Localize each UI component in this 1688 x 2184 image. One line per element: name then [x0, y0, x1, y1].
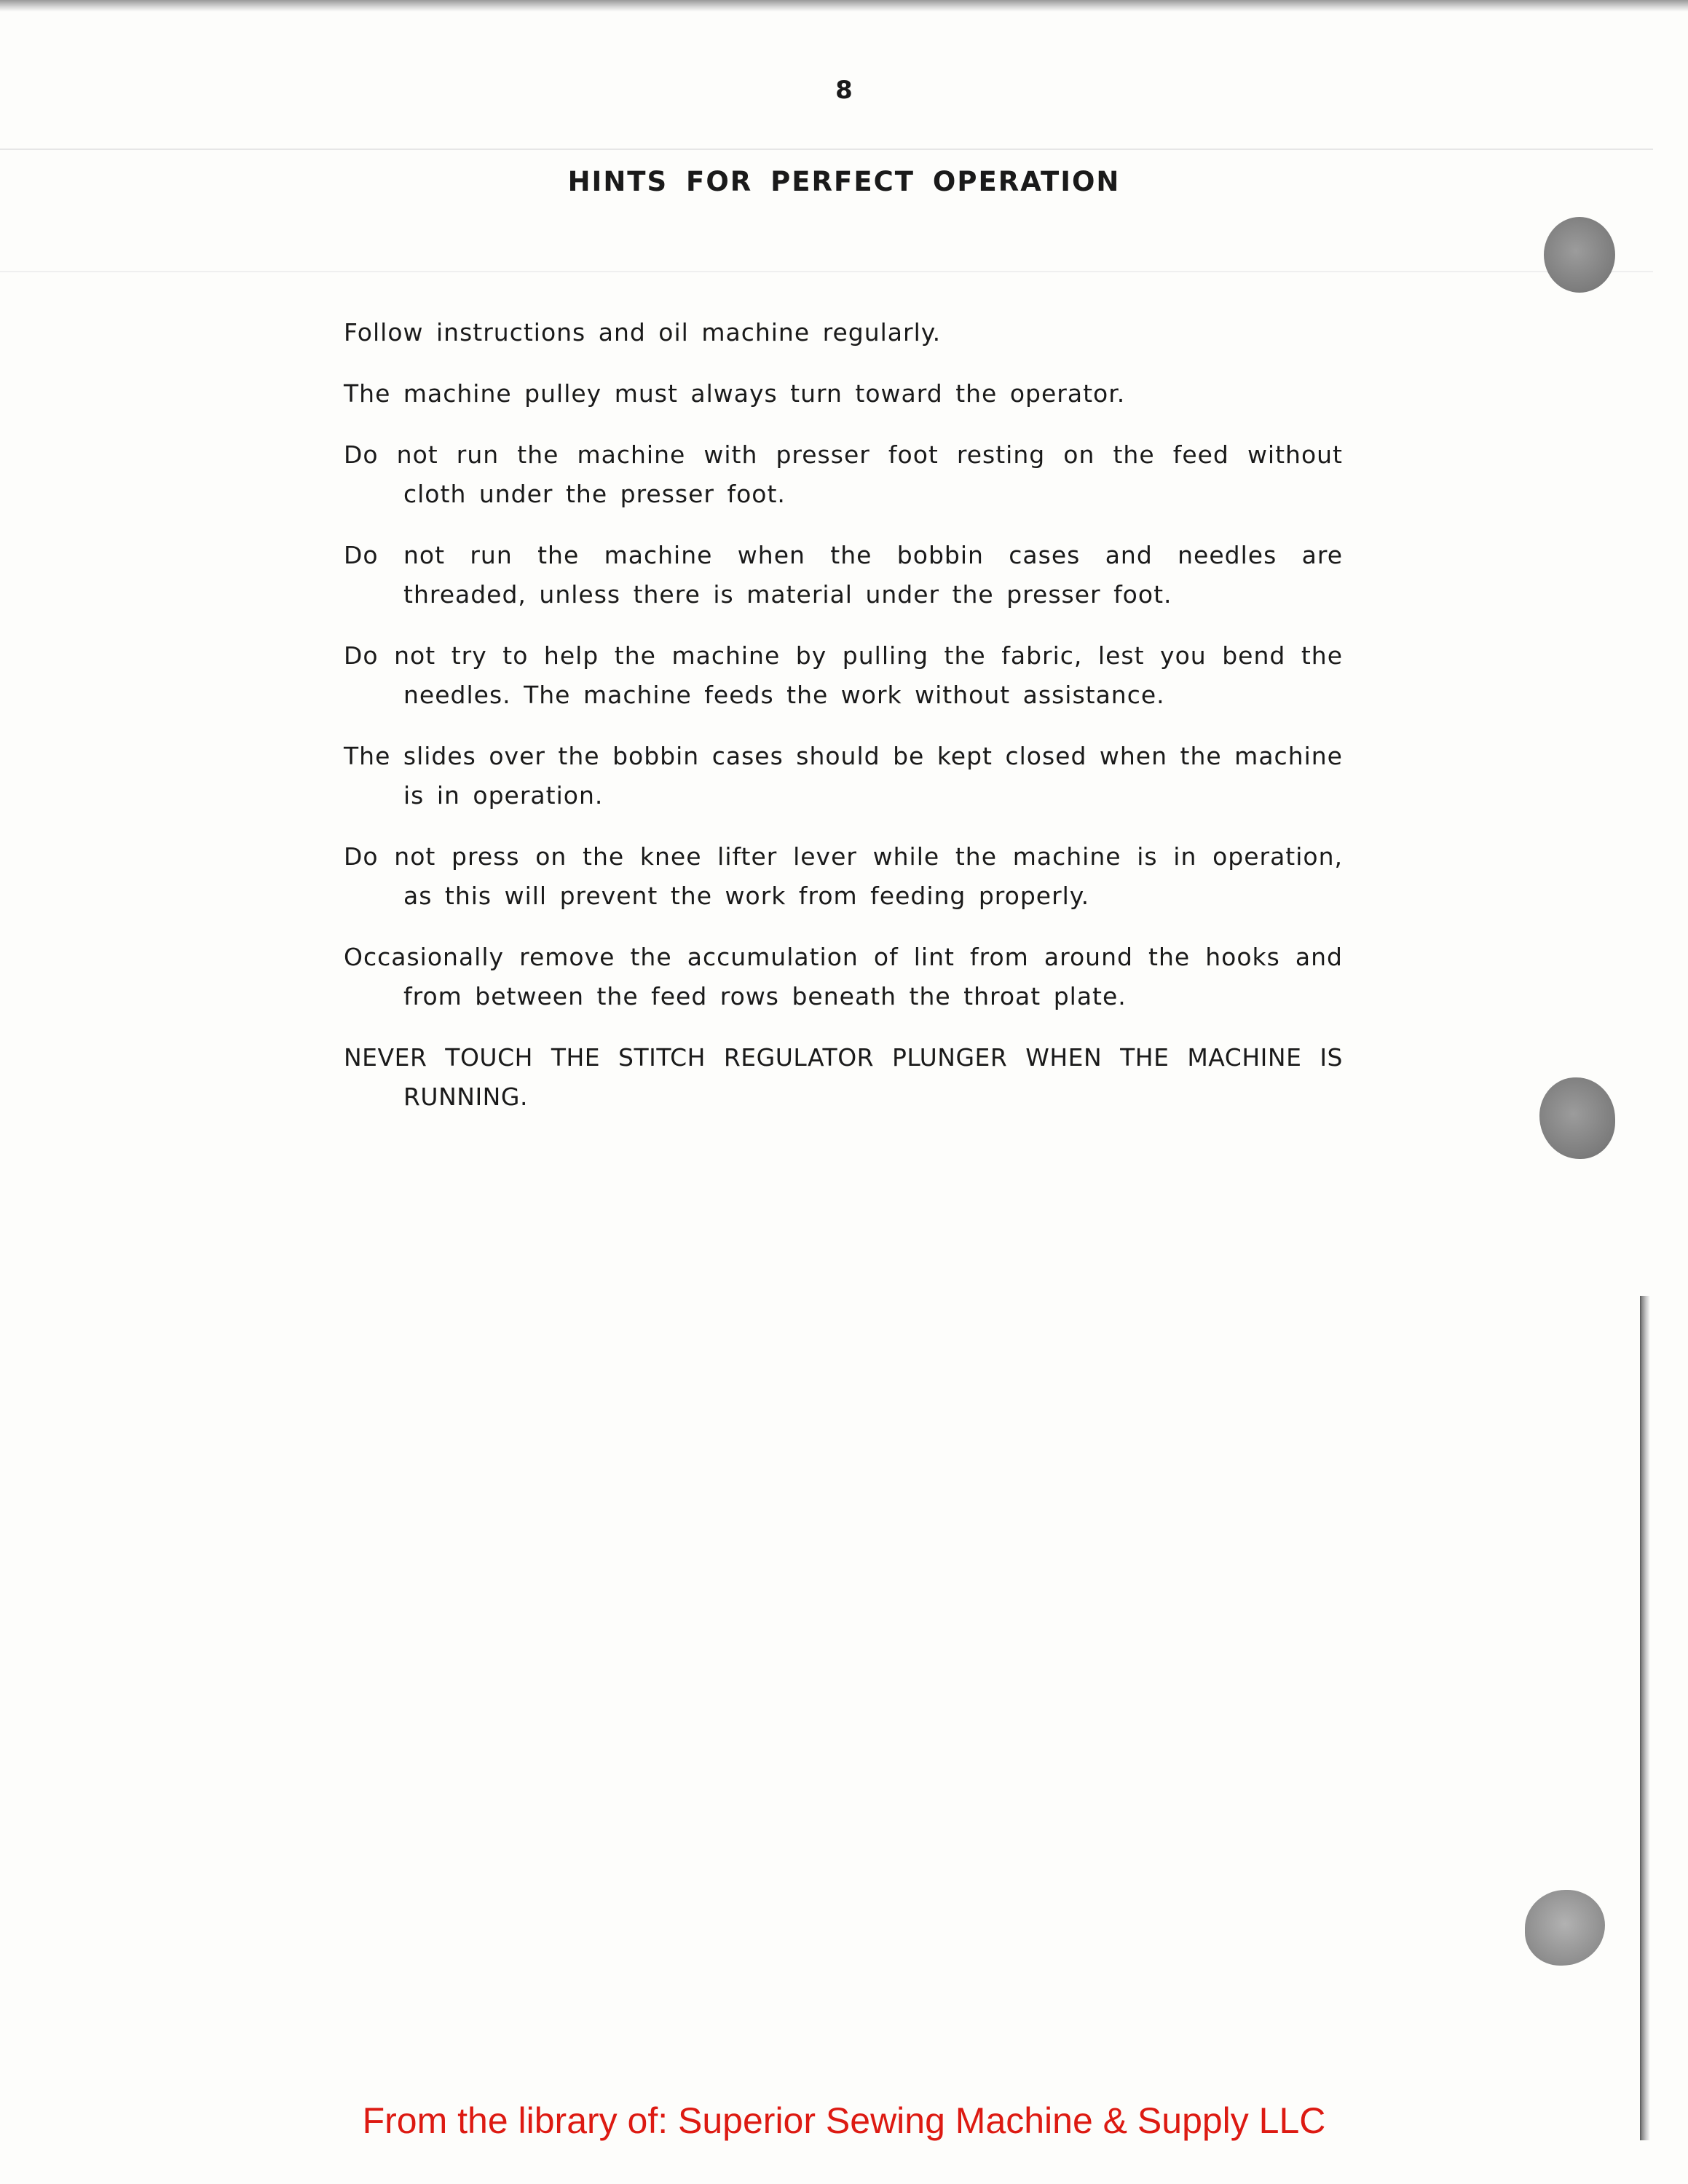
scan-faint-rule — [0, 149, 1653, 150]
hint-item: Do not press on the knee lifter lever while the machine is in operation, as this will prevent the work from feeding properly. — [344, 842, 1343, 910]
scan-top-edge — [0, 0, 1688, 12]
hint-item: Do not run the machine when the bobbin cases and needles are threaded, unless there is material under the presser foot. — [344, 541, 1343, 609]
hint-item: Do not try to help the machine by pulling the fabric, lest you bend the needles. The machine feeds the work without assistance. — [344, 641, 1343, 709]
page-title: HINTS FOR PERFECT OPERATION — [567, 166, 1121, 197]
page-number: 8 — [835, 76, 853, 105]
library-credit: From the library of: Superior Sewing Machine & Supply LLC — [362, 2100, 1326, 2141]
hint-item: Do not run the machine with presser foot resting on the feed without cloth under the presser foot. — [344, 440, 1343, 508]
hints-list — [344, 313, 1343, 1139]
hint-item-warning: NEVER TOUCH THE STITCH REGULATOR PLUNGER WHEN THE MACHINE IS RUNNING. — [344, 1043, 1343, 1111]
hint-item: The slides over the bobbin cases should be kept closed when the machine is in operation. — [344, 742, 1343, 810]
hint-item: The machine pulley must always turn toward the operator. — [344, 379, 1126, 408]
scan-faint-rule — [0, 271, 1653, 272]
punch-hole — [1544, 217, 1615, 293]
scan-right-edge — [1640, 1296, 1650, 2140]
hint-item: Follow instructions and oil machine regularly. — [344, 318, 942, 347]
punch-hole — [1525, 1890, 1605, 1966]
punch-hole — [1539, 1077, 1615, 1159]
hint-item: Occasionally remove the accumulation of lint from around the hooks and from between the feed rows beneath the throat plate. — [344, 943, 1343, 1010]
